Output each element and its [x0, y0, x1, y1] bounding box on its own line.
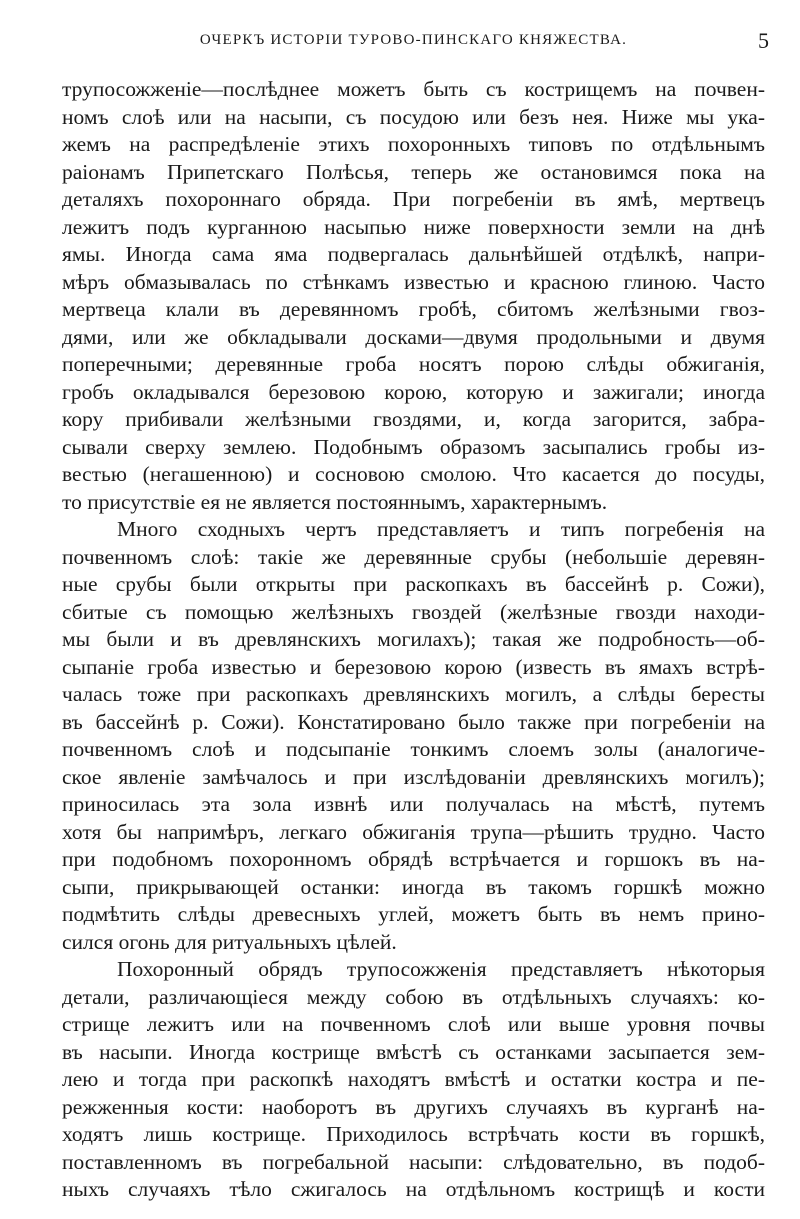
- text-line: чалась тоже при раскопкахъ древлянскихъ могилъ, а слѣды бересты: [62, 682, 765, 706]
- text-line: сыпаніе гроба известью и березовою корою (известь въ ямахъ встрѣ-: [62, 654, 765, 679]
- text-line: лею и тогда при раскопкѣ находятъ вмѣстѣ и остатки костра и пе-: [62, 1067, 765, 1091]
- text-line: Похоронный обрядъ трупосожженія представляетъ нѣкоторыя: [117, 957, 765, 981]
- text-line: хотя бы напримѣръ, легкаго обжиганія трупа—рѣшить трудно. Часто: [62, 819, 765, 844]
- text-line: трупосожженіе—послѣднее можетъ быть съ кострищемъ на почвен-: [62, 77, 765, 101]
- text-line: дями, или же обкладывали досками—двумя продольными и двумя: [62, 324, 765, 349]
- text-line: мы были и въ древлянскихъ могилахъ); такая же подробность—об-: [62, 627, 765, 651]
- text-line: номъ слоѣ или на насыпи, съ посудою или безъ нея. Ниже мы ука-: [62, 104, 765, 129]
- paragraph: [62, 956, 765, 1204]
- text-line: сбитые съ помощью желѣзныхъ гвоздей (желѣзные гвозди находи-: [62, 599, 765, 624]
- text-line: мертвеца клали въ деревянномъ гробѣ, сбитомъ желѣзными гвоз-: [62, 297, 765, 321]
- page-number: 5: [758, 28, 769, 53]
- text-line: деталяхъ похороннаго обряда. При погребеніи въ ямѣ, мертвецъ: [62, 187, 765, 211]
- text-line: поперечными; деревянные гроба носятъ порою слѣды обжиганія,: [62, 352, 765, 376]
- text-line: почвенномъ слоѣ: такіе же деревянные срубы (небольшіе деревян-: [62, 544, 765, 569]
- text-line: ные срубы были открыты при раскопкахъ въ бассейнѣ р. Сожи),: [62, 572, 765, 596]
- text-line: сился огонь для ритуальныхъ цѣлей.: [62, 929, 397, 954]
- text-line: Много сходныхъ чертъ представляетъ и типъ погребенія на: [117, 517, 765, 541]
- text-line: жемъ на распредѣленіе этихъ похоронныхъ типовъ по отдѣльнымъ: [62, 132, 765, 156]
- text-line: лежитъ подъ курганною насыпью ниже поверхности земли на днѣ: [62, 214, 765, 239]
- text-line: сывали сверху землею. Подобнымъ образомъ засыпались гробы из-: [62, 434, 765, 459]
- paragraph: [62, 76, 765, 516]
- running-header: [62, 28, 769, 56]
- text-line: ныхъ случаяхъ тѣло сжигалось на отдѣльномъ кострищѣ и кости: [62, 1177, 765, 1201]
- text-line: ходятъ лишь кострище. Приходилось встрѣчать кости въ горшкѣ,: [62, 1122, 765, 1146]
- text-line: то присутствіе ея не является постояннымъ, характернымъ.: [62, 489, 608, 514]
- text-line: раіонамъ Припетскаго Полѣсья, теперь же остановимся пока на: [62, 159, 765, 184]
- text-line: стрище лежитъ или на почвенномъ слоѣ или выше уровня почвы: [62, 1012, 765, 1036]
- text-line: подмѣтить слѣды древесныхъ углей, можетъ быть въ немъ прино-: [62, 902, 765, 926]
- text-line: сыпи, прикрывающей останки: иногда въ такомъ горшкѣ можно: [62, 874, 765, 899]
- text-line: детали, различающіеся между собою въ отдѣльныхъ случаяхъ: ко-: [62, 984, 765, 1009]
- text-line: въ бассейнѣ р. Сожи). Констатировано было также при погребеніи на: [62, 709, 765, 734]
- text-line: почвенномъ слоѣ и подсыпаніе тонкимъ слоемъ золы (аналогиче-: [62, 737, 765, 761]
- text-line: ское явленіе замѣчалось и при изслѣдованіи древлянскихъ могилъ);: [62, 764, 765, 789]
- running-title: ОЧЕРКЪ ИСТОРІИ ТУРОВО-ПИНСКАГО КНЯЖЕСТВА.: [199, 32, 628, 48]
- text-line: ямы. Иногда сама яма подвергалась дальнѣйшей отдѣлкѣ, напри-: [62, 242, 765, 266]
- text-line: вестью (негашенною) и сосновою смолою. Что касается до посуды,: [62, 462, 765, 486]
- text-line: приносилась эта зола извнѣ или получалась на мѣстѣ, путемъ: [62, 792, 765, 816]
- body-text: [62, 76, 765, 1204]
- text-line: поставленномъ въ погребальной насыпи: слѣдовательно, въ подоб-: [62, 1149, 765, 1174]
- text-line: режженныя кости: наоборотъ въ другихъ случаяхъ въ курганѣ на-: [62, 1094, 765, 1119]
- paragraph: [62, 516, 765, 956]
- text-line: мѣръ обмазывалась по стѣнкамъ известью и красною глиною. Часто: [62, 269, 765, 294]
- text-line: кору прибивали желѣзными гвоздями, и, когда загорится, забра-: [62, 407, 765, 431]
- text-line: гробъ окладывался березовою корою, которую и зажигали; иногда: [62, 379, 765, 404]
- text-line: при подобномъ похоронномъ обрядѣ встрѣчается и горшокъ въ на-: [62, 847, 765, 871]
- text-line: въ насыпи. Иногда кострище вмѣстѣ съ останками засыпается зем-: [62, 1039, 765, 1064]
